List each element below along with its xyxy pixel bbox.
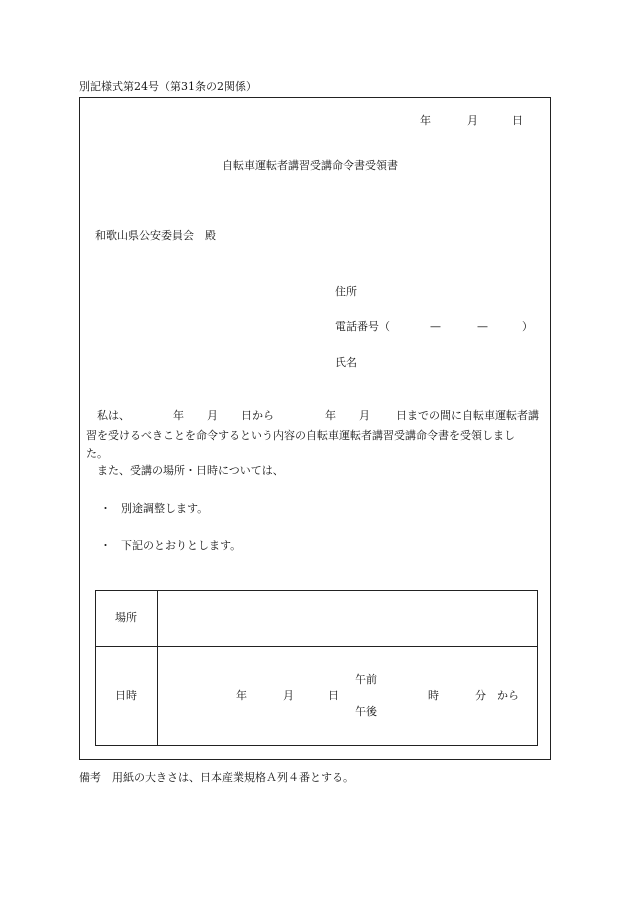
table-am: 午前: [355, 673, 377, 686]
body-line-1-rest: 日までの間に自転車運転者講: [396, 409, 539, 422]
phone-close: ）: [522, 320, 533, 333]
table-row-divider: [95, 646, 538, 647]
date-month: 月: [467, 114, 478, 127]
table-from: から: [497, 689, 519, 702]
option-2-bullet: ・: [100, 539, 111, 552]
date-year: 年: [420, 114, 431, 127]
body-day-from: 日から: [241, 409, 274, 422]
option-1-text: 別途調整します。: [121, 502, 209, 515]
date-day: 日: [512, 114, 523, 127]
body-line-2: 習を受けるべきことを命令するという内容の自転車運転者講習受講命令書を受領しまし: [86, 429, 515, 442]
place-label: 場所: [115, 611, 137, 624]
datetime-label: 日時: [115, 689, 137, 702]
body-paragraph-2: また、受講の場所・日時については、: [97, 464, 284, 477]
name-label: 氏名: [335, 356, 357, 369]
table-pm: 午後: [355, 705, 377, 718]
body-year-2: 年: [325, 409, 336, 422]
table-year: 年: [236, 689, 247, 702]
option-2-text: 下記のとおりとします。: [121, 539, 242, 552]
form-reference: 別記様式第24号（第31条の2関係）: [79, 80, 257, 93]
footnote: 備考 用紙の大きさは、日本産業規格Ａ列４番とする。: [79, 771, 354, 784]
address-label: 住所: [335, 285, 357, 298]
option-1-bullet: ・: [100, 502, 111, 515]
body-line-3: た。: [86, 447, 108, 460]
body-year-1: 年: [173, 409, 184, 422]
table-day: 日: [328, 689, 339, 702]
phone-dash-2: —: [477, 320, 488, 333]
table-minute: 分: [475, 689, 486, 702]
body-month-1: 月: [207, 409, 218, 422]
body-month-2: 月: [359, 409, 370, 422]
body-watashi: 私は、: [97, 409, 130, 422]
phone-label: 電話番号（: [335, 320, 390, 333]
page-title: 自転車運転者講習受講命令書受領書: [222, 159, 398, 172]
schedule-table: [95, 590, 538, 746]
table-hour: 時: [428, 689, 439, 702]
phone-dash-1: —: [430, 320, 441, 333]
table-column-divider: [157, 590, 158, 746]
addressee: 和歌山県公安委員会 殿: [95, 229, 216, 242]
table-month: 月: [283, 689, 294, 702]
